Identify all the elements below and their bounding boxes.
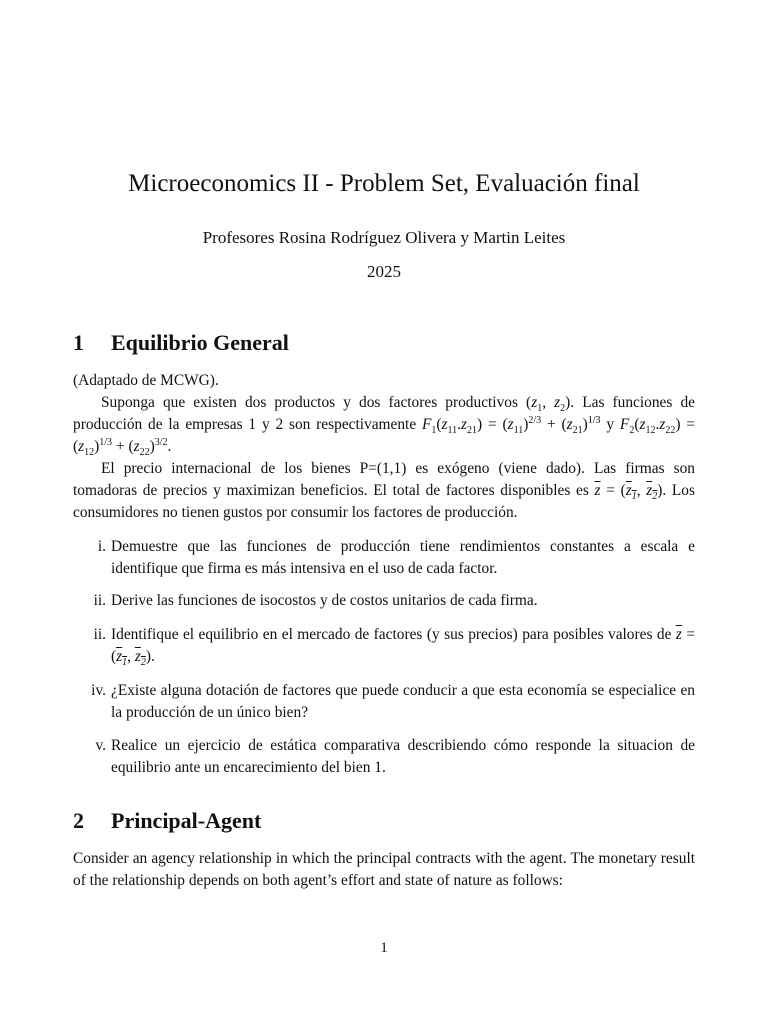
- paragraph-2-text-a: El precio internacional de los bienes P=(1,1) es exógeno (viene dado). Las firmas son tomadoras de precios y maximizan beneficios. El total de factores disponibles es: [73, 460, 695, 499]
- section-2-number: 2: [73, 808, 84, 833]
- section-1-paragraph-1: Suponga que existen dos productos y dos factores productivos ($z_1$, $z_2$). Las funciones de producción de la empresas 1 y 2 son respectivamente $F_1(z_{11}.z_{21}) = (z_{11})^{2/3} + (z_{21})^{1/3}$ y $F_2(z_{12}.z_{22}) = (z_{12})^{1/3} + (z_{22})^{3/2}$.: [73, 394, 695, 459]
- section-2-title: Principal-Agent: [111, 808, 262, 833]
- section-1-heading: [73, 330, 289, 356]
- document-year: 2025: [367, 262, 401, 281]
- list-item-label: ii.: [93, 592, 106, 609]
- list-item: [73, 624, 695, 668]
- paragraph-2-text-b: . Los consumidores no tienen gustos por consumir los factores de producción.: [73, 482, 695, 521]
- list-item-label: iv.: [91, 682, 106, 699]
- list-item-label: ii.: [93, 626, 106, 643]
- list-item: [73, 735, 695, 779]
- list-item-text: ¿Existe alguna dotación de factores que puede conducir a que esta economía se especialice en la producción de un único bien?: [111, 682, 695, 721]
- list-item-text-part: Identifique el equilibrio en el mercado de factores (y sus precios) para posibles valores de: [111, 626, 672, 643]
- list-item: [73, 536, 695, 580]
- document-title: Microeconomics II - Problem Set, Evaluación final: [128, 170, 640, 197]
- list-item-text: Derive las funciones de isocostos y de costos unitarios de cada firma.: [111, 592, 538, 609]
- section-1-title: Equilibrio General: [111, 330, 289, 355]
- paragraph-1-text-a: Suponga que existen dos productos y dos factores productivos: [101, 394, 518, 411]
- page-number: 1: [380, 940, 388, 956]
- list-item-text: Realice un ejercicio de estática comparativa describiendo cómo responde la situacion de equilibrio ante un encarecimiento del bien 1.: [111, 737, 695, 776]
- paragraph-1-text-c: y: [606, 416, 615, 433]
- list-item-label: i.: [97, 538, 106, 555]
- list-item-text: Identifique el equilibrio en el mercado de factores (y sus precios) para posibles valores de $\overline{z} = (z_1$, $z_2$).: [111, 626, 695, 669]
- document-authors: Profesores Rosina Rodríguez Olivera y Martin Leites: [202, 228, 566, 247]
- list-item: [73, 680, 695, 724]
- section-2-heading: [73, 808, 261, 834]
- list-item: [73, 590, 695, 612]
- list-item-label: v.: [95, 737, 106, 754]
- section-1-source: (Adaptado de MCWG).: [73, 372, 219, 389]
- section-1-paragraph-2: El precio internacional de los bienes P=(1,1) es exógeno (viene dado). Las firmas son tomadoras de precios y maximizan beneficios. El total de factores disponibles es $\overline{z} = (z_1$, $z_2$). Los consumidores no tienen gustos por consumir los factores de producción.: [73, 460, 695, 521]
- list-item-text: Demuestre que las funciones de producción tiene rendimientos constantes a escala e identifique que firma es más intensiva en el uso de cada factor.: [111, 538, 695, 577]
- section-1-number: 1: [73, 330, 84, 355]
- paragraph-1-text-b: . Las funciones de producción de la empresas 1 y 2 son respectivamente: [73, 394, 695, 433]
- section-2-paragraph: Consider an agency relationship in which the principal contracts with the agent. The monetary result of the relationship depends on both agent’s effort and state of nature as follows:: [73, 850, 695, 889]
